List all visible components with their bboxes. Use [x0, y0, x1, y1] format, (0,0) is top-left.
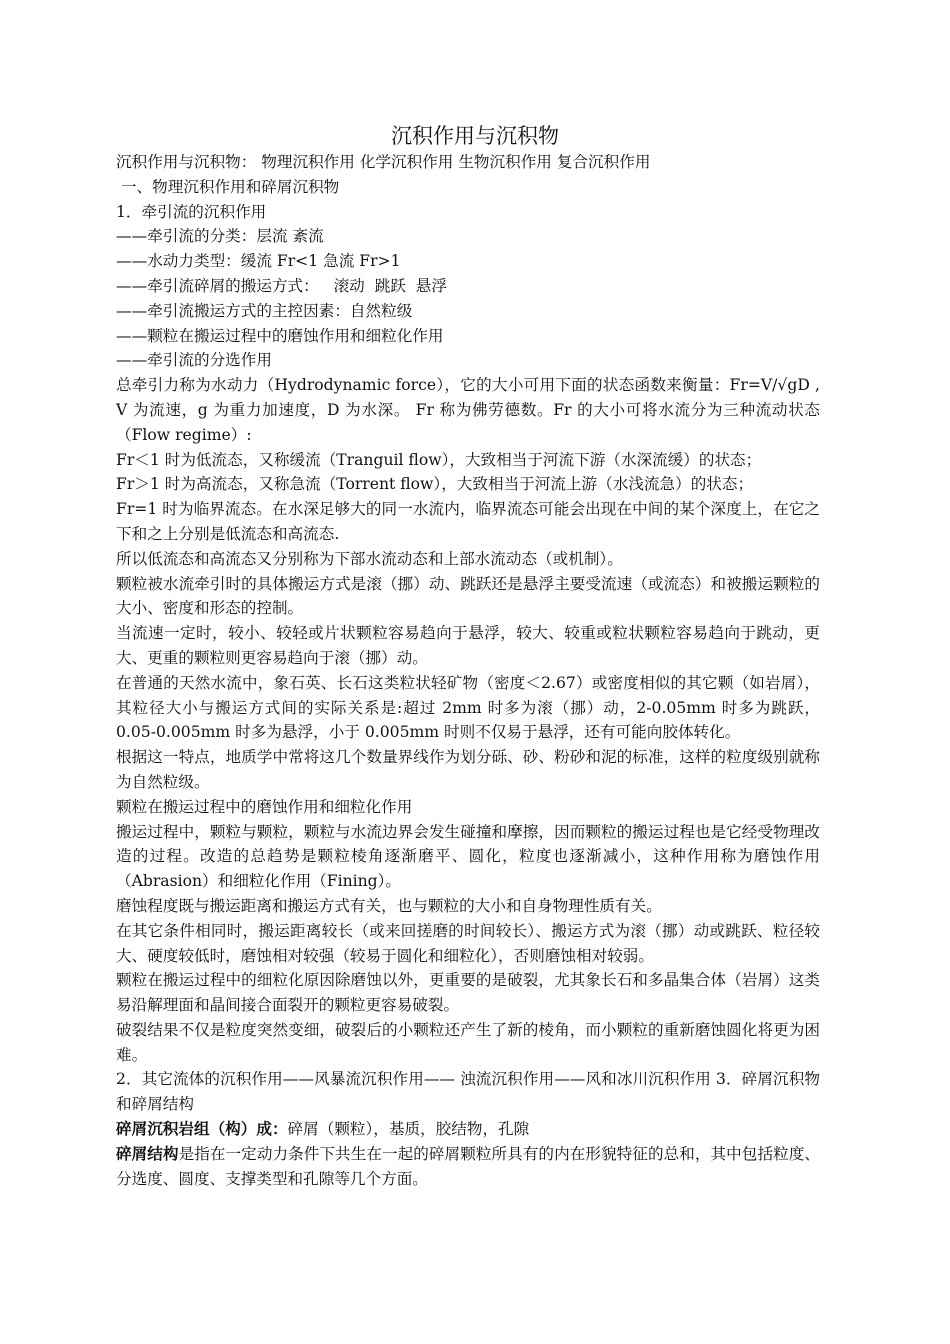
paragraph: 在普通的天然水流中，象石英、长石这类粒状轻矿物（密度＜2.67）或密度相似的其它颗（如岩屑），其粒径大小与搬运方式间的实际关系是:超过 2mm 时多为滚（挪）动，2-0.05mm 时多为跳跃，0.05-0.005mm 时多为悬浮，小于 0.005mm 时则不仅易于悬浮，还有可能向胶体转化。: [116, 673, 820, 742]
paragraph: 所以低流态和高流态又分别称为下部水流动态和上部水流动态（或机制）。: [116, 549, 623, 568]
paragraph: 当流速一定时，较小、较轻或片状颗粒容易趋向于悬浮，较大、较重或粒状颗粒容易趋向于跳动，更大、更重的颗粒则更容易趋向于滚（挪）动。: [116, 624, 820, 667]
paragraph: 颗粒在搬运过程中的细粒化原因除磨蚀以外，更重要的是破裂，尤其象长石和多晶集合体（岩屑）这类易沿解理面和晶间接合面裂开的颗粒更容易破裂。: [116, 971, 820, 1015]
dash-item: ——牵引流搬运方式的主控因素：自然粒级: [116, 301, 413, 320]
document-title: 沉积作用与沉积物: [391, 124, 559, 148]
composition-text: 碎屑（颗粒），基质，胶结物，孔隙: [287, 1120, 530, 1139]
paragraph: 颗粒被水流牵引时的具体搬运方式是滚（挪）动、跳跃还是悬浮主要受流速（或流态）和被搬运颗粒的大小、密度和形态的控制。: [116, 574, 820, 618]
paragraph: Fr＜1 时为低流态，又称缓流（Tranguil flow），大致相当于河流下游（水深流缓）的状态；: [116, 450, 762, 469]
paragraph: 总牵引力称为水动力（Hydrodynamic force），它的大小可用下面的状态函数来衡量：Fr=V/√gD , V 为流速，g 为重力加速度，D 为水深。 Fr 称为佛劳德数。Fr 的大小可将水流分为三种流动状态（Flow regime）:: [116, 376, 820, 444]
dash-item: ——颗粒在搬运过程中的磨蚀作用和细粒化作用: [116, 326, 444, 345]
paragraph: 磨蚀程度既与搬运距离和搬运方式有关，也与颗粒的大小和自身物理性质有关。: [116, 896, 662, 915]
paragraph: 搬运过程中，颗粒与颗粒，颗粒与水流边界会发生碰撞和摩擦，因而颗粒的搬运过程也是它经受物理改造的过程。改造的总趋势是颗粒棱角逐渐磨平、圆化，粒度也逐渐减小，这种作用称为磨蚀作用（Abrasion）和细粒化作用（Fining）。: [116, 822, 820, 891]
paragraph: 破裂结果不仅是粒度突然变细，破裂后的小颗粒还产生了新的棱角，而小颗粒的重新磨蚀圆化将更为困难。: [116, 1020, 820, 1064]
paragraph: 2．其它流体的沉积作用——风暴流沉积作用—— 浊流沉积作用——风和冰川沉积作用 3．碎屑沉积物和碎屑结构: [116, 1070, 820, 1114]
dash-item: ——牵引流的分类：层流 紊流: [116, 227, 324, 246]
composition-term: 碎屑沉积岩组（构）成：: [116, 1119, 288, 1139]
overview-line: 沉积作用与沉积物： 物理沉积作用 化学沉积作用 生物沉积作用 复合沉积作用: [116, 153, 651, 171]
structure-text: 是指在一定动力条件下共生在一起的碎屑颗粒所具有的内在形貌特征的总和，其中包括粒度、分选度、圆度、支撑类型和孔隙等几个方面。: [116, 1144, 820, 1188]
dash-item: ——牵引流碎屑的搬运方式： 滚动 跳跃 悬浮: [116, 276, 447, 295]
composition-paragraph: [116, 1117, 820, 1142]
paragraph: Fr=1 时为临界流态。在水深足够大的同一水流内，临界流态可能会出现在中间的某个深度上，在它之下和之上分别是低流态和高流态.: [116, 500, 820, 543]
dash-item: ——牵引流的分选作用: [116, 351, 272, 370]
structure-paragraph: [116, 1142, 820, 1192]
dash-item: ——水动力类型：缓流 Fr<1 急流 Fr>1: [116, 252, 401, 271]
paragraph: 根据这一特点，地质学中常将这几个数量界线作为划分砾、砂、粉砂和泥的标准，这样的粒度级别就称为自然粒级。: [116, 748, 820, 791]
structure-term: 碎屑结构: [116, 1143, 179, 1163]
section-heading: 一、物理沉积作用和碎屑沉积物: [116, 177, 340, 196]
paragraph: Fr＞1 时为高流态，又称急流（Torrent flow），大致相当于河流上游（水浅流急）的状态；: [116, 475, 754, 494]
paragraph: 颗粒在搬运过程中的磨蚀作用和细粒化作用: [116, 797, 413, 816]
subsection-heading: 1．牵引流的沉积作用: [116, 202, 267, 221]
document-body: [116, 150, 820, 1191]
paragraph: 在其它条件相同时，搬运距离较长（或来回搓磨的时间较长）、搬运方式为滚（挪）动或跳跃、粒径较大、硬度较低时，磨蚀相对较强（较易于圆化和细粒化），否则磨蚀相对较弱。: [116, 921, 820, 965]
